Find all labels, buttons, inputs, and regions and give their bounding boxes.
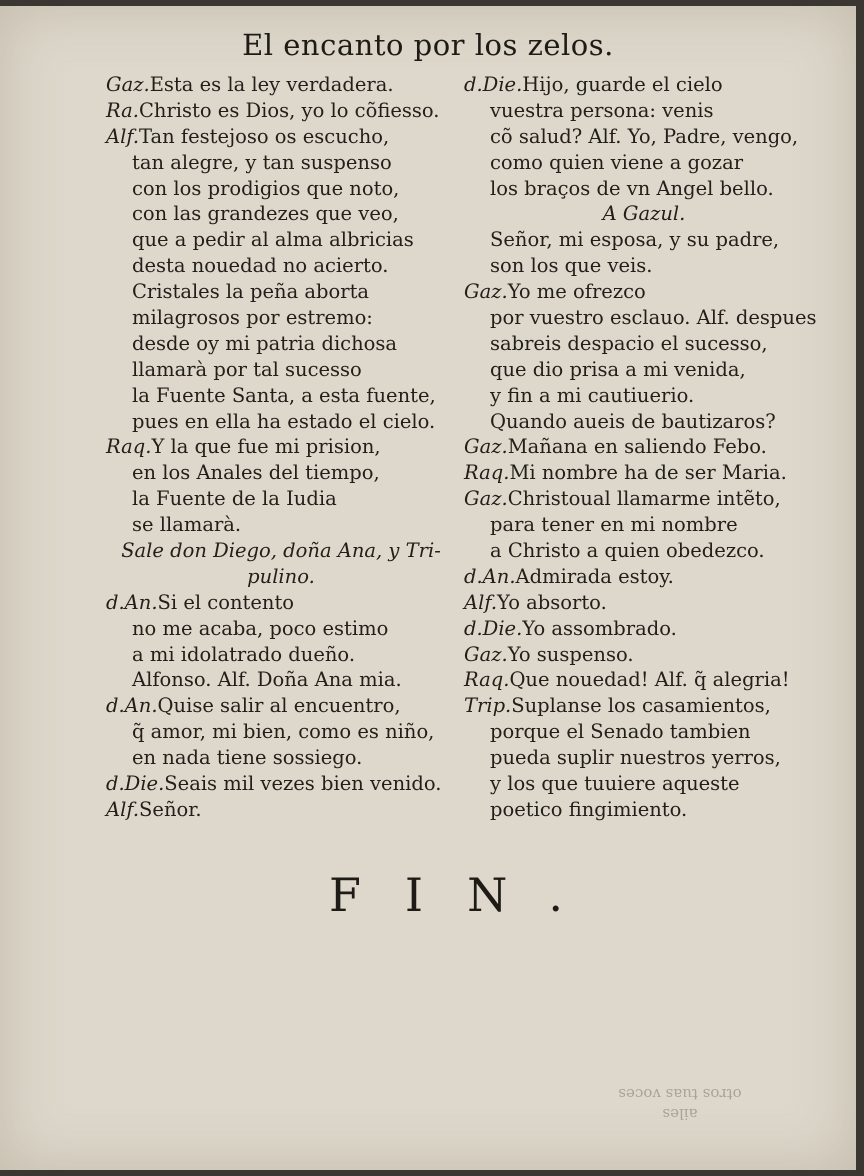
verse-line bbox=[106, 253, 456, 279]
stage-direction bbox=[106, 564, 456, 590]
verse-line bbox=[106, 667, 456, 693]
verse-line bbox=[464, 590, 824, 616]
verse-text: Admirada estoy. bbox=[515, 564, 674, 588]
verse-text: Tan festejoso os escucho, bbox=[139, 124, 390, 148]
verse-text: llamarà por tal sucesso bbox=[132, 357, 362, 381]
verse-text: tan alegre, y tan suspenso bbox=[132, 150, 392, 174]
verse-text: por vuestro esclauo. Alf. despues bbox=[490, 306, 817, 330]
speaker-label: Alf. bbox=[106, 124, 140, 148]
verse-line bbox=[106, 227, 456, 253]
verse-line bbox=[464, 383, 824, 409]
verse-text: con las grandezes que veo, bbox=[132, 202, 399, 226]
verse-text: q̃ amor, mi bien, como es niño, bbox=[132, 720, 435, 744]
speaker-label: d.An. bbox=[106, 694, 158, 718]
verse-text: pulino. bbox=[247, 564, 315, 588]
verse-text: que a pedir al alma albricias bbox=[132, 228, 414, 252]
verse-line bbox=[464, 771, 824, 797]
verse-text: vuestra persona: venis bbox=[490, 98, 714, 122]
speaker-label: Trip. bbox=[464, 694, 512, 718]
verse-line bbox=[106, 279, 456, 305]
verse-line bbox=[106, 642, 456, 668]
verse-line bbox=[106, 72, 456, 98]
verse-text: a mi idolatrado dueño. bbox=[132, 642, 356, 666]
verse-line bbox=[106, 460, 456, 486]
speaker-label: Alf. bbox=[106, 797, 140, 821]
verse-text: a Christo a quien obedezco. bbox=[490, 539, 765, 563]
verse-text: Yo me ofrezco bbox=[507, 280, 646, 304]
speaker-label: Gaz. bbox=[464, 280, 508, 304]
verse-text: A Gazul. bbox=[602, 202, 686, 226]
verse-line bbox=[106, 98, 456, 124]
verse-line bbox=[464, 719, 824, 745]
verse-line bbox=[464, 434, 824, 460]
stage-direction bbox=[464, 201, 824, 227]
verse-text: no me acaba, poco estimo bbox=[132, 616, 389, 640]
speaker-label: Ra. bbox=[106, 98, 139, 122]
verse-text: en los Anales del tiempo, bbox=[132, 461, 380, 485]
verse-text: Yo absorto. bbox=[497, 590, 607, 614]
verse-line bbox=[464, 72, 824, 98]
verse-text: Y la que fue mi prision, bbox=[151, 435, 381, 459]
verse-line bbox=[464, 512, 824, 538]
verse-line bbox=[106, 383, 456, 409]
verse-text: Que nouedad! Alf. q̃ alegria! bbox=[509, 668, 790, 692]
verse-text: y los que tuuiere aqueste bbox=[490, 772, 740, 796]
verse-line bbox=[106, 719, 456, 745]
verse-line bbox=[464, 305, 824, 331]
verse-text: Señor. bbox=[139, 797, 202, 821]
verse-text: Esta es la ley verdadera. bbox=[149, 73, 394, 96]
verse-text: la Fuente Santa, a esta fuente, bbox=[132, 383, 436, 407]
verse-line bbox=[464, 616, 824, 642]
verse-text: pues en ella ha estado el cielo. bbox=[132, 409, 436, 433]
verse-line bbox=[106, 797, 456, 823]
verse-text: Si el contento bbox=[157, 590, 295, 614]
verse-text: Quise salir al encuentro, bbox=[157, 694, 401, 718]
stage-direction bbox=[106, 538, 456, 564]
bleed-through-text bbox=[560, 1084, 800, 1124]
verse-line bbox=[464, 667, 824, 693]
verse-line bbox=[106, 357, 456, 383]
verse-text: Quando aueis de bautizaros? bbox=[490, 409, 776, 433]
verse-line bbox=[106, 124, 456, 150]
verse-line bbox=[464, 642, 824, 668]
verse-text: sabreis despacio el sucesso, bbox=[490, 331, 768, 355]
verse-text: Christoual llamarme intẽto, bbox=[507, 487, 781, 511]
verse-text: Sale don Diego, doña Ana, y Tri- bbox=[121, 539, 441, 563]
speaker-label: Raq. bbox=[464, 461, 510, 485]
verse-line bbox=[464, 227, 824, 253]
verse-text: porque el Senado tambien bbox=[490, 720, 751, 744]
verse-text: Yo suspenso. bbox=[507, 642, 634, 666]
verse-line bbox=[464, 745, 824, 771]
verse-line bbox=[464, 150, 824, 176]
verse-line bbox=[106, 590, 456, 616]
speaker-label: d.Die. bbox=[106, 772, 165, 796]
verse-text: Hijo, guarde el cielo bbox=[522, 73, 723, 96]
verse-text: cõ salud? Alf. Yo, Padre, vengo, bbox=[490, 124, 799, 148]
verse-line bbox=[106, 616, 456, 642]
verse-text: pueda suplir nuestros yerros, bbox=[490, 746, 781, 770]
verse-line bbox=[464, 331, 824, 357]
speaker-label: d.Die. bbox=[464, 616, 523, 640]
verse-line bbox=[464, 279, 824, 305]
verse-text: Suplanse los casamientos, bbox=[511, 694, 771, 718]
fin-mark: FIN. bbox=[328, 868, 608, 922]
verse-text: son los que veis. bbox=[490, 254, 653, 278]
verse-text: poetico fingimiento. bbox=[490, 797, 688, 821]
verse-text: y fin a mi cautiuerio. bbox=[490, 383, 695, 407]
verse-line bbox=[106, 305, 456, 331]
verse-text: Mañana en saliendo Febo. bbox=[507, 435, 767, 459]
speaker-label: Raq. bbox=[106, 435, 152, 459]
verse-line bbox=[464, 357, 824, 383]
verse-line bbox=[464, 124, 824, 150]
verse-text: que dio prisa a mi venida, bbox=[490, 357, 746, 381]
running-header: El encanto por los zelos. bbox=[242, 28, 614, 62]
speaker-label: Gaz. bbox=[464, 487, 508, 511]
verse-line bbox=[106, 486, 456, 512]
speaker-label: d.Die. bbox=[464, 73, 523, 96]
verse-line bbox=[106, 150, 456, 176]
verse-line bbox=[464, 797, 824, 823]
verse-text: para tener en mi nombre bbox=[490, 513, 738, 537]
verse-text: con los prodigios que noto, bbox=[132, 176, 400, 200]
bleed-line: ailes bbox=[662, 1105, 698, 1123]
speaker-label: Gaz. bbox=[464, 642, 508, 666]
verse-line bbox=[106, 745, 456, 771]
speaker-label: Gaz. bbox=[464, 435, 508, 459]
verse-text: Mi nombre ha de ser Maria. bbox=[509, 461, 787, 485]
verse-line bbox=[464, 176, 824, 202]
verse-line bbox=[106, 512, 456, 538]
speaker-label: d.An. bbox=[106, 590, 158, 614]
verse-line bbox=[464, 538, 824, 564]
verse-text: Cristales la peña aborta bbox=[132, 280, 370, 304]
verse-line bbox=[106, 201, 456, 227]
left-column bbox=[106, 72, 456, 823]
verse-line bbox=[106, 693, 456, 719]
speaker-label: Alf. bbox=[464, 590, 498, 614]
verse-text: desta nouedad no acierto. bbox=[132, 254, 389, 278]
right-column bbox=[464, 72, 824, 823]
speaker-label: Raq. bbox=[464, 668, 510, 692]
verse-line bbox=[464, 564, 824, 590]
verse-text: se llamarà. bbox=[132, 513, 242, 537]
verse-text: Christo es Dios, yo lo cõfiesso. bbox=[138, 98, 440, 122]
book-page bbox=[0, 6, 856, 1170]
verse-text: desde oy mi patria dichosa bbox=[132, 331, 398, 355]
speaker-label: d.An. bbox=[464, 564, 516, 588]
verse-line bbox=[106, 771, 456, 797]
bleed-line: otros tuas voces bbox=[618, 1085, 742, 1103]
verse-text: Alfonso. Alf. Doña Ana mia. bbox=[132, 668, 402, 692]
verse-text: Señor, mi esposa, y su padre, bbox=[490, 228, 780, 252]
verse-line bbox=[106, 434, 456, 460]
verse-line bbox=[464, 486, 824, 512]
verse-text: milagrosos por estremo: bbox=[132, 306, 373, 330]
verse-line bbox=[106, 409, 456, 435]
verse-text: la Fuente de la Iudia bbox=[132, 487, 337, 511]
verse-line bbox=[464, 253, 824, 279]
verse-text: en nada tiene sossiego. bbox=[132, 746, 363, 770]
verse-line bbox=[106, 176, 456, 202]
verse-line bbox=[464, 409, 824, 435]
verse-line bbox=[464, 460, 824, 486]
verse-line bbox=[464, 98, 824, 124]
verse-line bbox=[464, 693, 824, 719]
verse-line bbox=[106, 331, 456, 357]
speaker-label: Gaz. bbox=[106, 73, 150, 96]
verse-text: Yo assombrado. bbox=[522, 616, 677, 640]
verse-text: los braços de vn Angel bello. bbox=[490, 176, 774, 200]
verse-text: Seais mil vezes bien venido. bbox=[164, 772, 442, 796]
verse-text: como quien viene a gozar bbox=[490, 150, 744, 174]
